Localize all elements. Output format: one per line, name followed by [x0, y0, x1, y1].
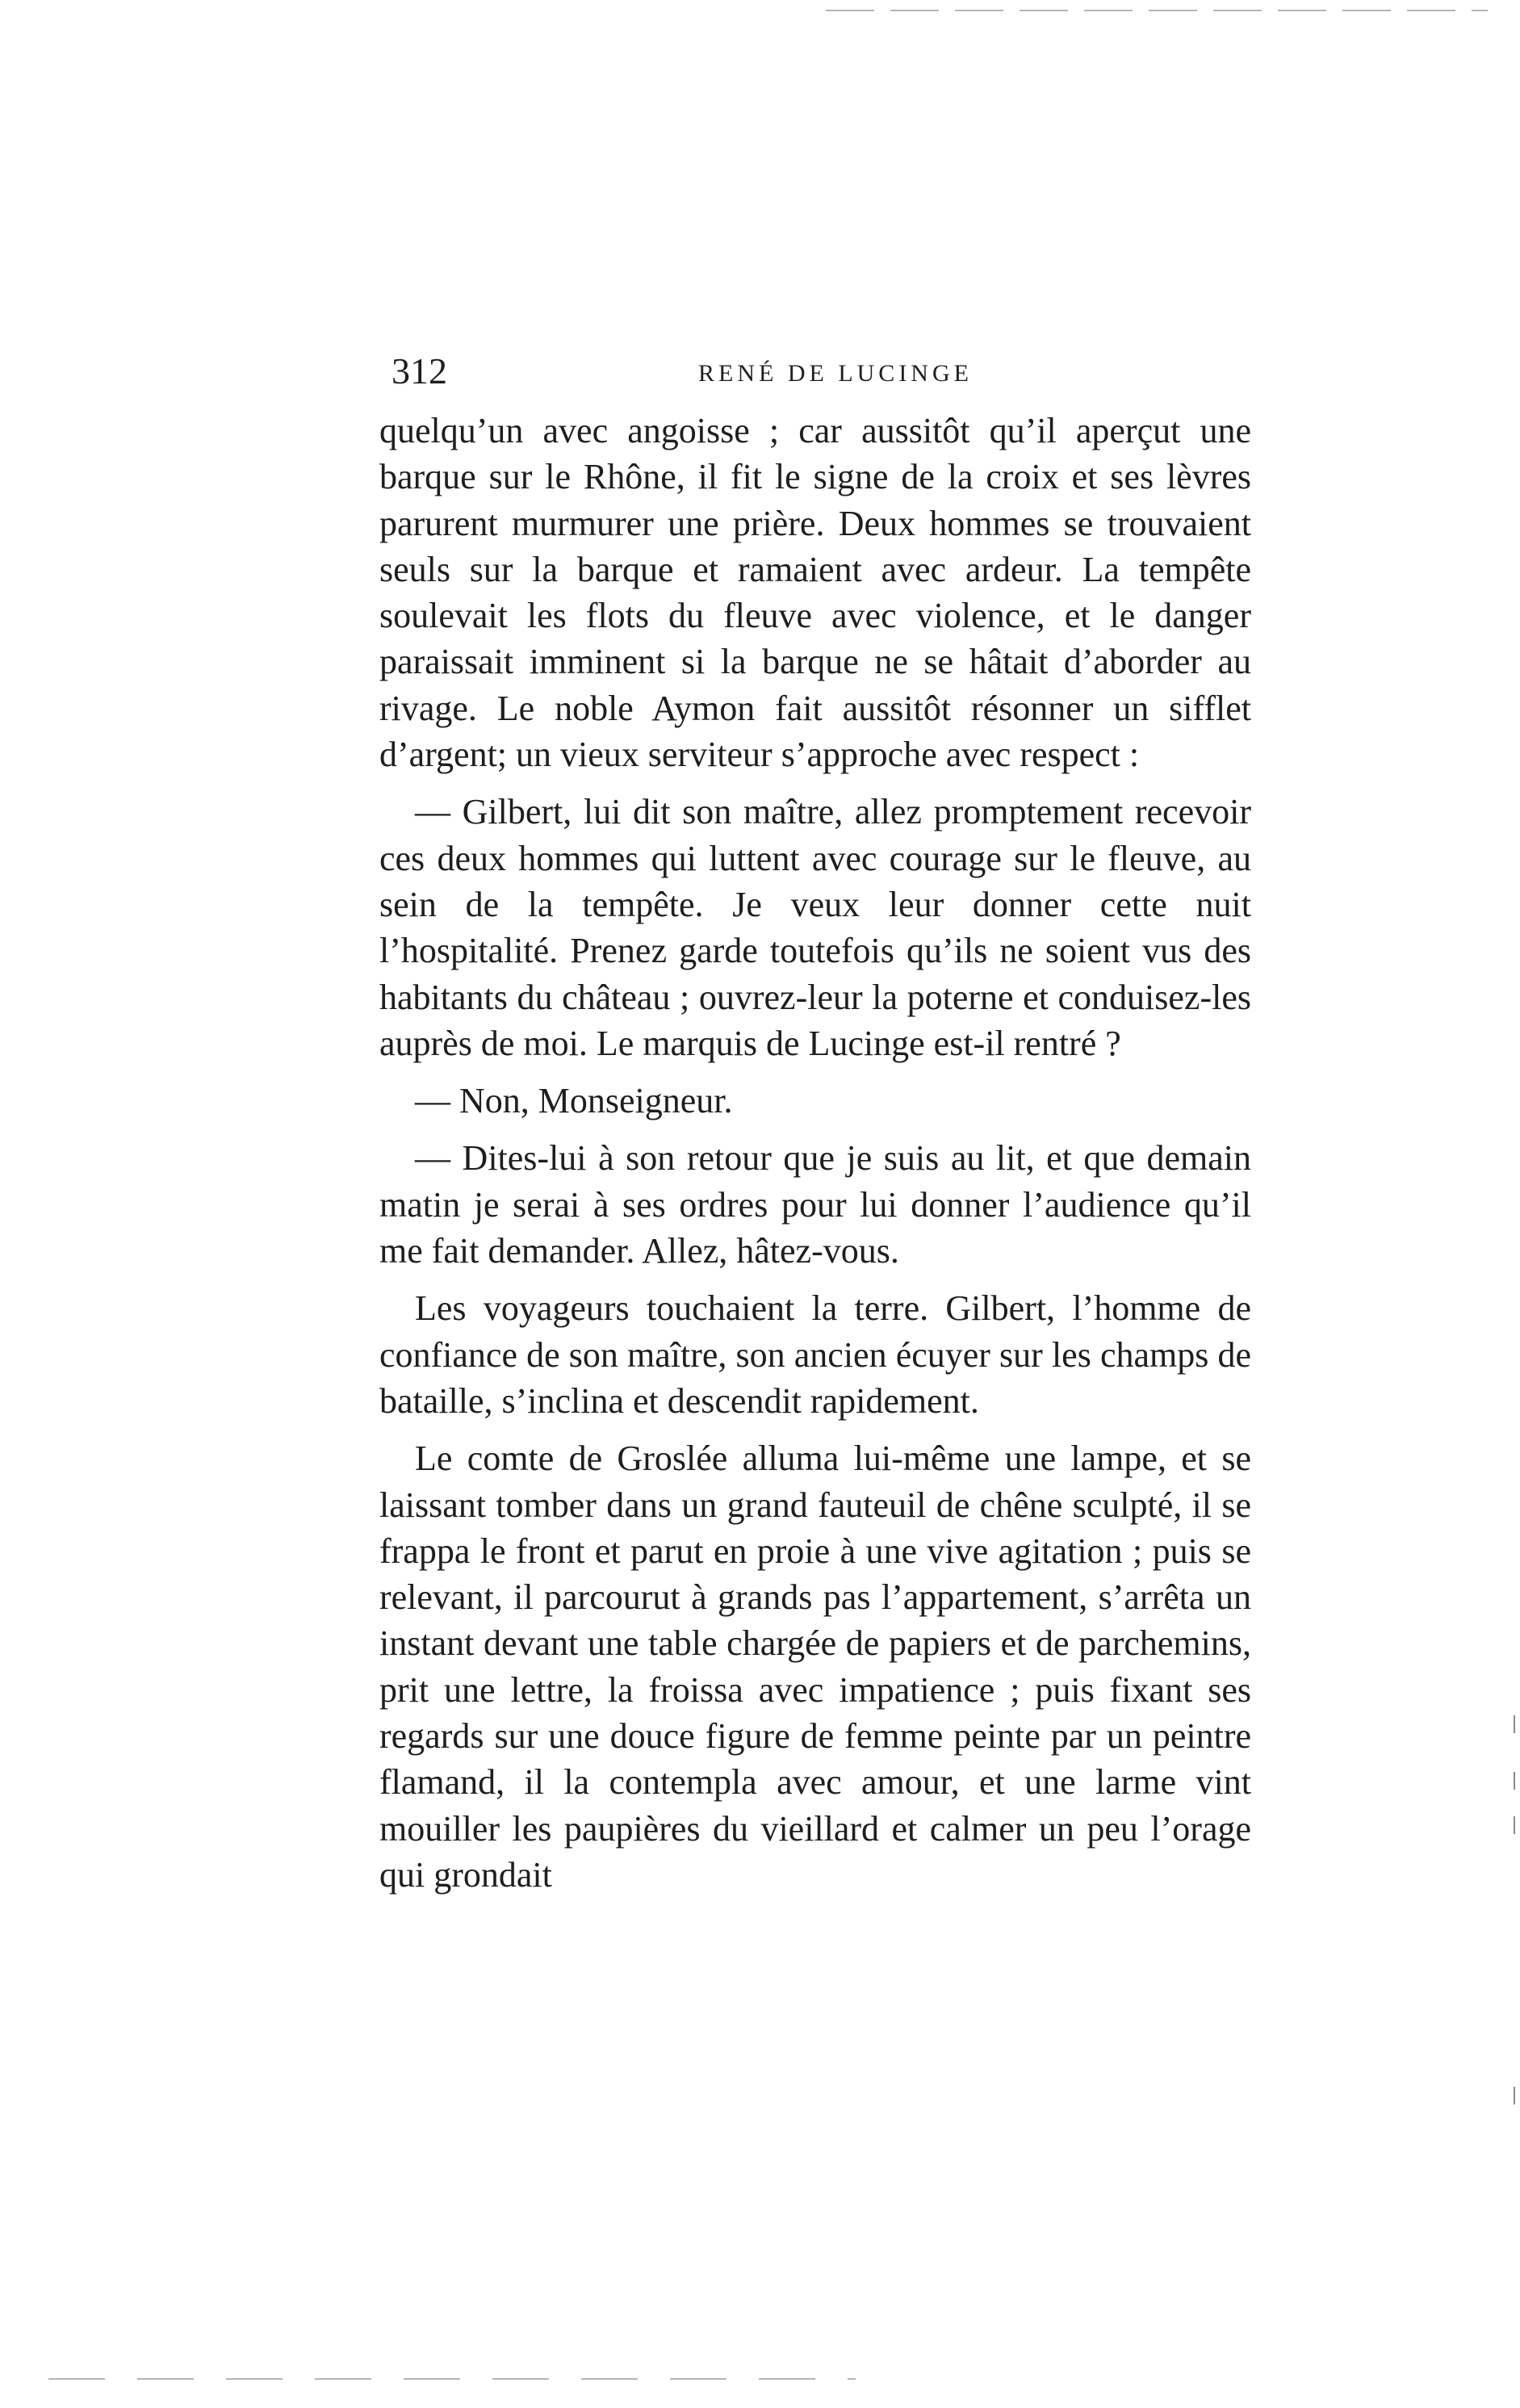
scan-mark	[1514, 1816, 1515, 1834]
scan-mark	[1514, 1772, 1515, 1790]
page-number: 312	[392, 350, 447, 392]
scan-mark	[1514, 1715, 1515, 1733]
paragraph: Les voyageurs touchaient la terre. Gilbert, l’homme de confiance de son maître, son ancien écuyer sur les champs de bataille, s’inclina et descendit rapidement.	[379, 1288, 1251, 1421]
scan-mark	[1514, 2087, 1515, 2104]
paragraph: — Dites-lui à son retour que je suis au lit, et que demain matin je serai à ses ordres pour lui donner l’audience qu’il me fait demander. Allez, hâtez-vous.	[379, 1138, 1251, 1271]
body-text	[379, 408, 1251, 1909]
running-head	[392, 347, 1247, 404]
scan-edge-bottom	[48, 2378, 856, 2380]
running-title: RENÉ DE LUCINGE	[698, 360, 973, 387]
paragraph: — Gilbert, lui dit son maître, allez promptement recevoir ces deux hommes qui luttent avec courage sur le fleuve, au sein de la tempête. Je veux leur donner cette nuit l’hospitalité. Prenez garde toutefois qu’ils ne soient vus des habitants du château ; ouvrez-leur la poterne et conduisez-les auprès de moi. Le marquis de Lucinge est-il rentré ?	[379, 792, 1251, 1063]
paragraph: Le comte de Groslée alluma lui-même une lampe, et se laissant tomber dans un grand fauteuil de chêne sculpté, il se frappa le front et parut en proie à une vive agitation ; puis se relevant, il parcourut à grands pas l’appartement, s’arrêta un instant devant une table chargée de papiers et de parchemins, prit une lettre, la froissa avec impatience ; puis fixant ses regards sur une douce figure de femme peinte par un peintre flamand, il la contempla avec amour, et une larme vint mouiller les paupières du vieillard et calmer un peu l’orage qui grondait	[379, 1439, 1251, 1895]
scan-edge-top	[826, 10, 1488, 11]
paragraph: — Non, Monseigneur.	[415, 1081, 733, 1121]
paragraph: quelqu’un avec angoisse ; car aussitôt qu’il aperçut une barque sur le Rhône, il fit le signe de la croix et ses lèvres parurent murmurer une prière. Deux hommes se trouvaient seuls sur la barque et ramaient avec ardeur. La tempête soulevait les flots du fleuve avec violence, et le danger paraissait imminent si la barque ne se hâtait d’aborder au rivage. Le noble Aymon fait aussitôt résonner un sifflet d’argent; un vieux serviteur s’approche avec respect :	[379, 411, 1251, 775]
